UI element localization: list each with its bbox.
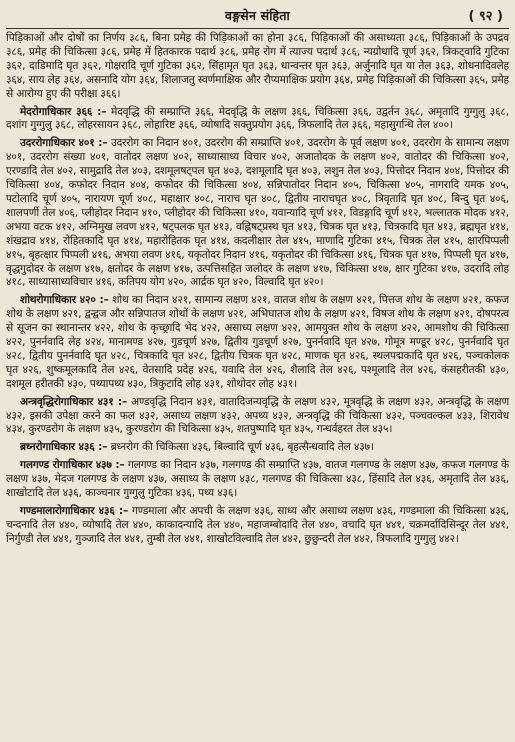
section-heading: मेदरोगाधिकार ३६६ :–: [20, 105, 107, 118]
section-udararoga: [6, 137, 509, 290]
section-antravriddhi: [6, 396, 509, 438]
section-heading: ब्रध्नरोगाधिकार ४३६ :–: [20, 441, 108, 454]
section-text: अण्डवृद्धि निदान ४३१, वातादिजन्यवृद्धि के लक्षण ४३२, मूत्रवृद्धि के लक्षण ४३२, अन्त्रवृद्धि के लक्षण ४३२, इसकी उपेक्षा करने का फल ४३२, असाध्य लक्षण ४३२, अपथ्य ४३२, अन्त्रवृद्धि की चिकित्सा ४३२, पञ्चवल्कल ४३३, शिरावेध ४३४, कुरण्डरोग के लक्षण ४३५, कुरण्डरोग की चिकित्सा ४३५, शतपुष्पादि घृत ४३५, गन्धर्वहरत तेल ४३५।: [6, 395, 509, 436]
section-text: ब्रध्नरोग की चिकित्सा ४३६, बिल्वादि चूर्ण ४३६, बृहत्सैन्धवादि तेल ४३७।: [110, 441, 374, 454]
index-content: [6, 32, 509, 547]
section-heading: गण्डमालारोगाधिकार ४३६ :–: [20, 505, 129, 517]
intro-paragraph: पिड़िकाओं और दोषों का निर्णय ३८६, बिना प्रमेह की पिड़िकाओं का होना ३८६, पिड़िकाओं की असाध्यता ३८६, पिड़िकाओं के उपद्रव ३८६, प्रमेह की चिकित्सा ३८६, प्रमेह में हितकारक पदार्थ ३८६, प्रमेह रोग में त्याज्य पदार्थ ३८६, न्यग्रोधादि चूर्ण ३६२, त्रिकट्वादि गुटिका ३६२, दाडिमादि घृत ३६२, गोक्षरादि चूर्ण गुटिका ३६२, सिंहामृत घृत ३६३, धान्वन्तर घृत ३६३, अर्जुनादि घृत या तेल ३६३, शोधनादिवलेह ३६४, साय लेह ३६४, असनादि योग ३६४, शिलाजतु स्वर्णमाक्षिक और रौप्यमाक्षिक प्रयोग ३६४, प्रमेह पिड़िकाओं की चिकित्सा ३६५, प्रमेह से आरोग्य हुए की परीक्षा ३६६।: [6, 32, 509, 100]
section-medaroga: [6, 106, 509, 134]
section-heading: अन्त्रवृद्धिरोगाधिकार ४३१ :–: [20, 395, 128, 408]
section-shotharoga: [6, 294, 509, 391]
section-heading: शोथरोगाधिकार ४२० :–: [20, 294, 109, 307]
section-heading: गलगण्ड रोगाधिकार ४३७ :–: [20, 459, 125, 472]
section-text: गण्डमाला और अपची के लक्षण ४३६, साध्य और असाध्य लक्षण ४३६, गण्डमाला की चिकित्सा ४३६, चन्दनादि तेल ४४०, व्योषादि तेल ४४०, काकादन्यादि तेल ४४०, महाजम्बोदादि तेल ४४०, वचादि घृत ४४१, चक्रमर्दादिसिन्दूर तेल ४४१, निर्गुण्डी तेल ४४१, गुञ्जादि तेल ४४१, तुम्बी तेल ४४१, शाखोटविल्वादि तेल ४४२, छुछुन्दरी तेल ४४२, त्रिफलादि गुग्गुलु ४४२।: [6, 505, 510, 545]
page-number: ( ९२ ): [468, 9, 503, 24]
section-text: गलगण्ड का निदान ४३७, गलगण्ड की सम्प्राप्ति ४३७, वातज गलगण्ड के लक्षण ४३७, कफज गलगण्ड के लक्षण ४३७, मेदज गलगण्ड के लक्षण ४३७, असाध्य के लक्षण ४३८, गलगण्ड की चिकित्सा ४३८, हिंसादि तेल ४३६, अमृतादि तेल ४३६, शाखोटादि तेल ४३६, काञ्चनार गुग्गुलु गुटिका ४३६, पथ्य ४३६।: [6, 459, 510, 500]
section-heading: उदररोगाधिकार ४०१ :–: [20, 137, 108, 150]
page-header: [6, 4, 509, 26]
section-gandamala: [6, 505, 509, 547]
section-text: उदररोग का निदान ४०१, उदररोग की सम्प्राप्ति ४०१, उदररोग के पूर्व लक्षण ४०१, उदररोग के सामान्य लक्षण ४०१, उदररोग संख्या ४०१, वातोदर लक्षण ४०२, साध्यासाध्य विचार ४०२, अजातोदक के लक्षण ४०२, वातोदर की चिकित्सा ४०२, एरण्डादि तेल ४०२, सामुद्रादि तेल ४०३, दशमूलषट्पल घृत ४०३, दशमूलादि घृत ४०३, लशुन तेल ४०३, पित्तोदर निदान ४०४, पित्तोदर की चिकित्सा ४०४, कफोदर निदान ४०४, कफोदर की चिकित्सा ४०४, सन्निपातोदर निदान ४०५, चिकित्सा ४०५, नागरादि यमक ४०५, पटोलादि चूर्ण ४०५, नारायण चूर्ण ४०८, महाक्षार ४०८, नाराच घृत ४०८, द्वितीय नाराचघृत ४०८, त्रिवृतादि घृत ४०८, बिन्दु घृत ४०६, शालपर्णी तेल ४०६, प्लीहोदर निदान ४१०, प्लीहोदर की चिकित्सा ४१०, यवान्यादि चूर्ण ४१२, विडङ्गादि चूर्ण ४१२, भल्लातक मोदक ४१२, अभया वटक ४१२, अग्निमुख लवण ४१२, षट्पलक घृत ४१३, वह्निषट्प्रस्थ घृत ४१३, चित्रक घृत ४१३, चित्रकादि घृत ४१३, ब्रह्मघृत ४१४, शंखद्राव ४१४, रोहितकादि घृत ४१४, महारोहितक घृत ४१४, कदलीक्षार तेल ४१५, माणादि गुटिका ४१५, चित्रक तेल ४१५, क्षारपिप्पली ४१५, बृहत्क्षार पिप्पली ४१६, अभया लवण ४१६, यकृतोदर निदान ४१६, यकृतोदर की चिकित्सा ४१६, चित्रक घृत ४१७, पिप्पली घृत ४१७, वृद्धगुदोदर के लक्षण ४१७, क्षतोदर के लक्षण ४१७, उत्पत्तिसहित जलोदर के लक्षण ४१७, चिकित्सा ४१७, क्षार गुटिका ४१७, उदरादि लोह ४१८, साध्यासाध्यविचार ४१६, कतिपय योग ४२०, आर्द्रक घृत ४२०, विल्वादि घृत ४२०।: [6, 137, 510, 289]
section-text: मेदवृद्धि की सम्प्राप्ति ३६६, मेदवृद्धि के लक्षण ३६६, चिकित्सा ३६६, उद्वर्तन ३६८, अमृतादि गुग्गुलु ३६८, दशांग गुग्गुलु ३६८, लोहरसायन ३६८, लोहारिष्ट ३६६, व्योषादि सक्तुप्रयोग ३६६, त्रिफलादि तेल ३६६, महासुगन्धि तेल ४००।: [6, 105, 509, 132]
running-title: वङ्गसेन संहिता: [225, 7, 290, 23]
section-text: शोथ का निदान ४२१, सामान्य लक्षण ४२१, वातज शोथ के लक्षण ४२१, पित्तज शोथ के लक्षण ४२१, कफज शोथ के लक्षण ४२१, द्वन्द्वज और सन्निपातज शोथों के लक्षण ४२१, अभिघातज शोथ के लक्षण ४२१, विषज शोथ के लक्षण ४२१, दोषपरत्व से सूजन का स्थानान्तर ४२२, शोथ के कृच्छ्रादि भेद ४२२, असाध्य लक्षण ४२२, आमयुक्त शोथ के लक्षण ४२२, आमशोथ की चिकित्सा ४२२, पुनर्नवादि लेह ४२४, मानामण्ड ४२७, गुडचूर्ण ४२७, द्वितीय गुडचूर्ण ४२७, पुनर्नवादि घृत ४२७, गोमूत्र मण्डूर ४२८, पुनर्नवादि घृत ४२८, द्वितीय पुनर्नवादि घृत ४२८, चित्रकादि घृत ४२८, द्वितीय चित्रक घृत ४२८, माणक घृत ४२६, स्थलपद्मकादि घृत ४२६, पञ्चकोलक घृत ४२६, शुष्कमूलकादि तेल ४२६, वेतसादि प्रदेह ४२६, यवादि तेल ४२६, शैलादि तेल ४२६, पश्मूलादि तेल ४२६, कंसहरीतकी ४३०, दशमूल हरीतकी ४३०, पथ्यापथ्य ४३०, त्रिकुटादि लोह ४३१, शोथोदर लोह ४३१।: [6, 294, 510, 390]
header-rule: [6, 28, 509, 29]
section-bradhnaroga: [6, 441, 509, 455]
section-galaganda: [6, 459, 509, 501]
